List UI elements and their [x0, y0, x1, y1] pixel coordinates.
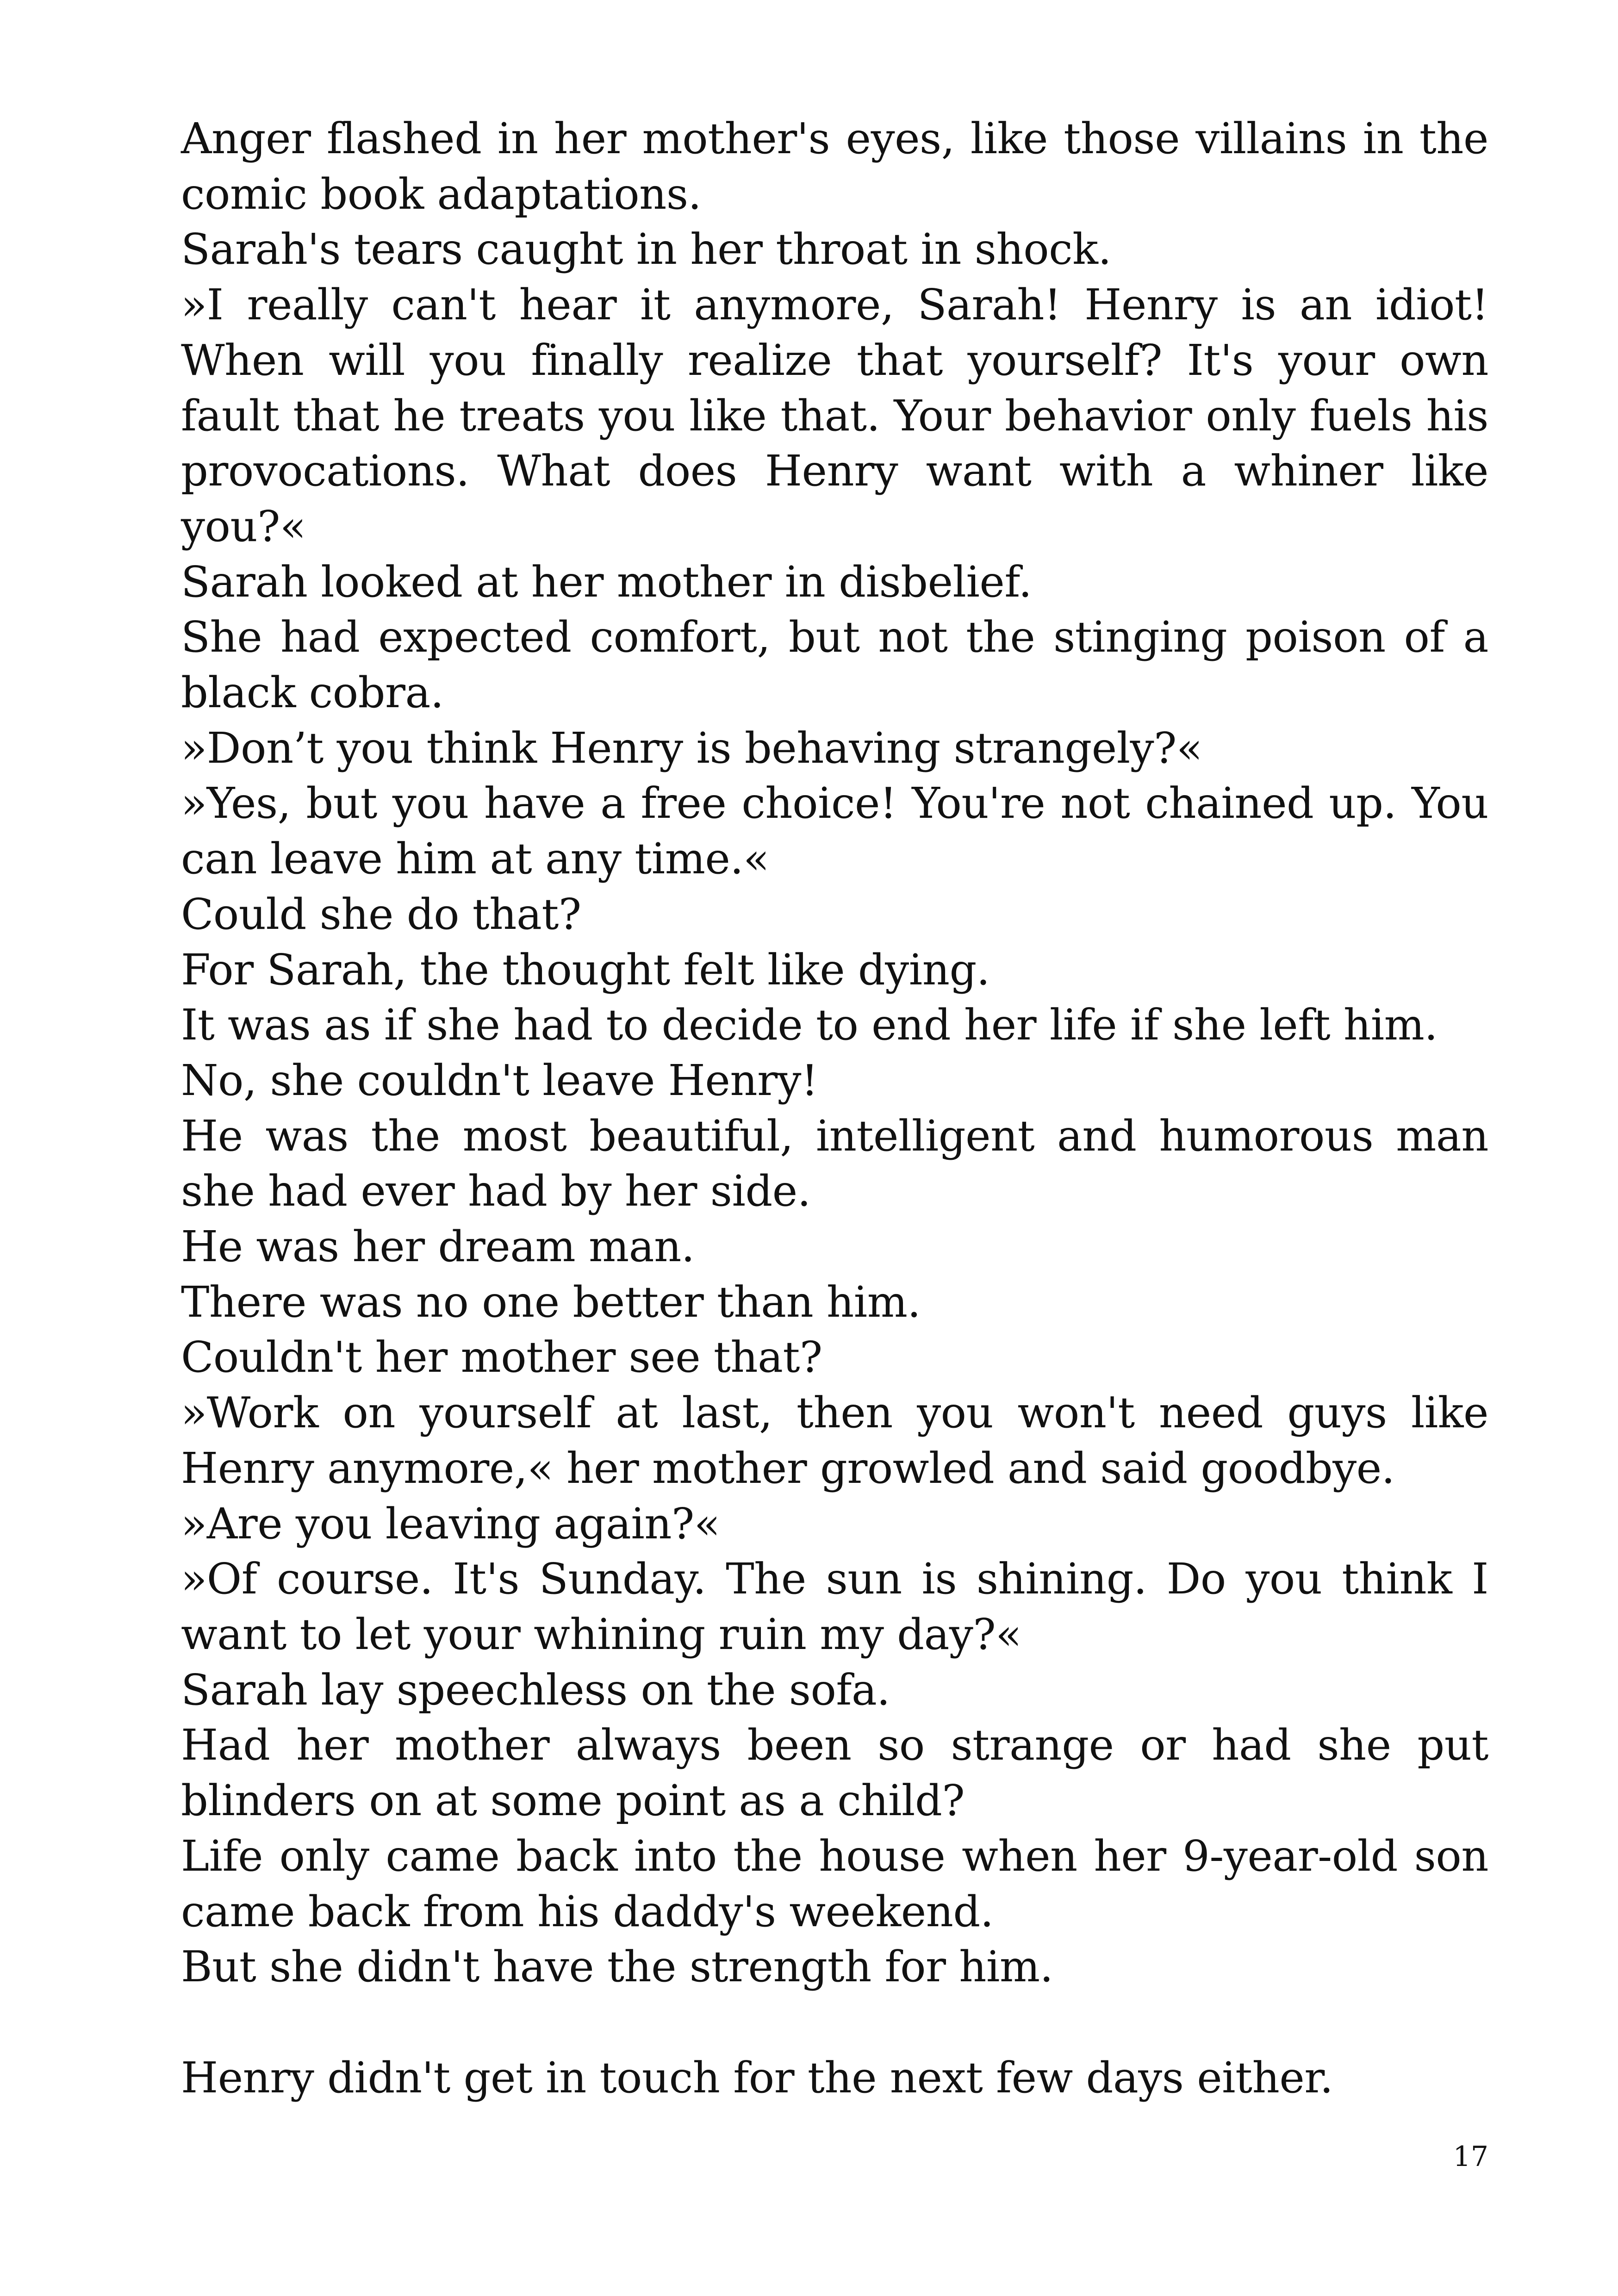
paragraph: He was her dream man.: [181, 1222, 695, 1272]
paragraph: »Yes, but you have a free choice! You're not chained up. You can leave him at any time.«: [181, 778, 1488, 884]
paragraph: »Don’t you think Henry is behaving strangely?«: [181, 723, 1202, 773]
paragraph: Sarah looked at her mother in disbelief.: [181, 557, 1032, 607]
page-number: 17: [1453, 2140, 1488, 2173]
paragraph: »Are you leaving again?«: [181, 1499, 720, 1549]
paragraph: Anger flashed in her mother's eyes, like those villains in the comic book adaptations.: [181, 114, 1488, 219]
paragraph: Could she do that?: [181, 889, 581, 939]
paragraph: No, she couldn't leave Henry!: [181, 1055, 818, 1105]
paragraph: There was no one better than him.: [181, 1277, 921, 1327]
paragraph: It was as if she had to decide to end her life if she left him.: [181, 1000, 1438, 1050]
paragraph: Sarah lay speechless on the sofa.: [181, 1665, 890, 1715]
paragraph: Had her mother always been so strange or had she put blinders on at some point as a child?: [181, 1720, 1488, 1826]
paragraph: Couldn't her mother see that?: [181, 1332, 822, 1382]
paragraph: He was the most beautiful, intelligent and humorous man she had ever had by her side.: [181, 1111, 1488, 1216]
body-text: [181, 111, 1488, 2105]
paragraph: »I really can't hear it anymore, Sarah! Henry is an idiot! When will you finally realize that yourself? It's your own fault that he treats you like that. Your behavior only fuels his provocations. What does Henry want with a whiner like you?«: [181, 280, 1488, 551]
paragraph: »Of course. It's Sunday. The sun is shining. Do you think I want to let your whining ruin my day?«: [181, 1554, 1488, 1659]
paragraph: Henry didn't get in touch for the next few days either.: [181, 2053, 1333, 2103]
paragraph: She had expected comfort, but not the stinging poison of a black cobra.: [181, 612, 1488, 718]
paragraph: Life only came back into the house when her 9-year-old son came back from his daddy's weekend.: [181, 1831, 1488, 1936]
paragraph: For Sarah, the thought felt like dying.: [181, 945, 990, 995]
paragraph: »Work on yourself at last, then you won't need guys like Henry anymore,« her mother growled and said goodbye.: [181, 1388, 1488, 1493]
paragraph: But she didn't have the strength for him.: [181, 1942, 1053, 1992]
paragraph: Sarah's tears caught in her throat in shock.: [181, 224, 1112, 274]
